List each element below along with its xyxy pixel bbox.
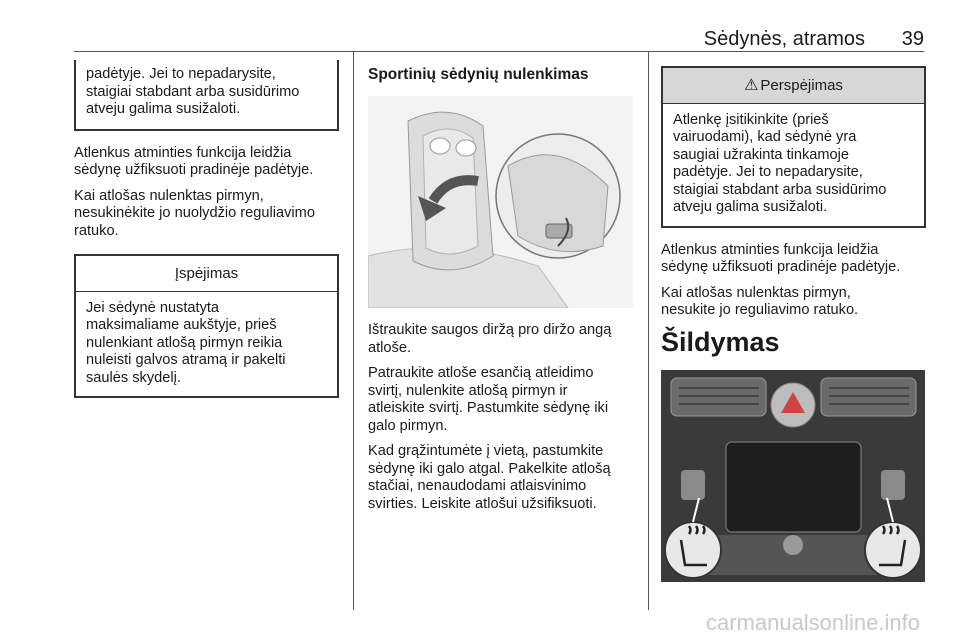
text-line: nesukite jo reguliavimo ratuko. [661,302,859,318]
section-heading-heating: Šildymas [661,326,780,357]
text-line: Jei sėdynė nustatyta [86,299,220,316]
text-line: sėdynę iki galo atgal. Pakelkite atlošą [368,460,611,477]
column-divider [353,52,354,610]
text-line: Atlenkus atminties funkcija leidžia [74,144,292,161]
text-line: Kai atlošas nulenktas pirmyn, [74,187,264,204]
text-line: ratuko. [74,222,119,239]
text-line: atveju galima susižaloti. [673,199,828,215]
warning-box-continued [74,60,339,131]
dashboard-heating-illustration [661,370,925,582]
caution-box [661,66,926,228]
text-line: sėdynę užfiksuoti pradinėje padėtyje. [661,259,901,275]
text-line: saugiai užrakinta tinkamoje [673,146,850,163]
text-line: staigiai stabdant arba susidūrimo [673,181,887,198]
text-line: Kad grąžintumėte į vietą, pastumkite [368,443,604,459]
paragraph [368,443,636,513]
page-number: 39 [901,28,924,50]
paragraph [368,365,636,435]
seat-fold-illustration [368,96,633,308]
text-line: nuleisti galvos atramą ir pakelti [86,352,286,368]
column-2-text [368,322,636,521]
watermark: carmanualsonline.info [705,610,920,635]
text-line: saulės skydelį. [86,369,181,386]
header-rule [74,51,924,52]
warning-title: Įspėjimas [76,256,337,292]
paragraph [368,322,636,357]
text-line: Atlenkus atminties funkcija leidžia [661,241,879,258]
paragraph [661,285,926,320]
column-3 [661,66,926,357]
caution-title [663,68,924,104]
text-line: Patraukite atloše esančią atleidimo [368,365,594,381]
text-line: Kai atlošas nulenktas pirmyn, [661,284,851,301]
warning-box [74,254,339,398]
text-line: staigiai stabdant arba susidūrimo [86,83,300,100]
column-2 [368,66,636,94]
section-heading: Sportinių sėdynių nulenkimas [368,66,589,83]
caution-body [663,104,924,226]
warning-triangle-icon: ⚠ [744,77,759,94]
text-line: maksimaliame aukštyje, prieš [86,317,277,333]
column-1 [74,60,339,398]
text-line: svirtį, nulenkite atlošą pirmyn ir [368,382,568,399]
text-line: sėdynę užfiksuoti pradinėje padėtyje. [74,162,314,178]
text-line: Atlenkę įsitikinkite (prieš [673,111,829,128]
text-line: nesukinėkite jo nuolydžio reguliavimo [74,205,315,221]
text-line: stačiai, nenaudodami atlaisvinimo [368,478,587,494]
text-line: vairuodami), kad sėdynė yra [673,129,857,145]
warning-body [76,292,337,397]
text-line: atloše. [368,339,411,356]
paragraph [74,145,339,180]
column-divider [648,52,649,610]
caution-title-text: Perspėjimas [760,77,843,94]
text-line: atleiskite svirtį. Pastumkite sėdynę iki [368,400,609,416]
paragraph [74,188,339,241]
text-line: galo pirmyn. [368,417,448,434]
paragraph [661,242,926,277]
text-line: nulenkiant atlošą pirmyn reikia [86,334,283,351]
text-line: atveju galima susižaloti. [86,101,241,117]
text-line: Ištraukite saugos diržą pro diržo angą [368,322,612,338]
running-header-title: Sėdynės, atramos [703,28,865,50]
text-line: padėtyje. Jei to nepadarysite, [673,164,863,180]
text-line: padėtyje. Jei to nepadarysite, [86,66,276,82]
text-line: svirties. Leiskite atlošui užsifiksuoti. [368,495,597,512]
